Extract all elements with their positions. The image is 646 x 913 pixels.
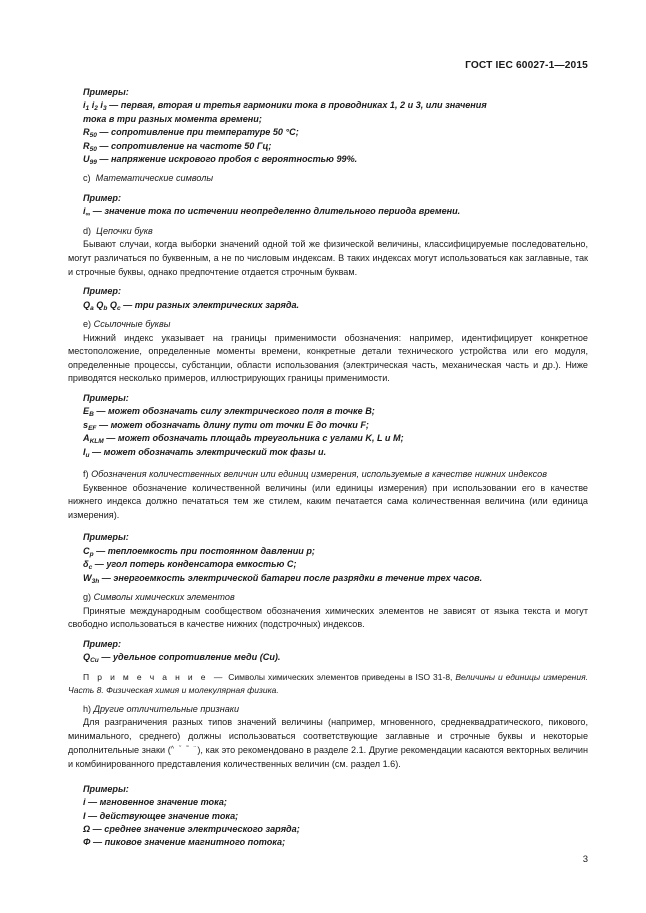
example-line: $Q_a$ $Q_b$ $Q_c$ — три разных электрических заряда. — [83, 299, 300, 312]
example-block-g — [68, 638, 588, 665]
example-block-e — [68, 392, 588, 459]
example-line: i — мгновенное значение тока; — [83, 797, 227, 808]
example-line: $Q_{Cu}$ — удельное сопротивление меди (Cu). — [83, 652, 281, 665]
subsection-marker: h) — [83, 703, 92, 714]
subsection-heading-f — [68, 468, 588, 482]
subsection-title: Обозначения количественных величин или единиц измерения, используемые в качестве нижних индексов — [91, 469, 547, 480]
example-line: $\delta_c$ — угол потерь конденсатора емкостью C; — [83, 559, 297, 572]
example-label: Примеры: — [83, 783, 129, 794]
subsection-marker: d) — [83, 225, 92, 236]
subsection-body-e: Нижний индекс указывает на границы применимости обозначения: например, идентифицирует конкретное местоположение, определенные моменты времени, конкретные детали технического устройства или его модуля, определенные процессы, субстанции, области использования (электрическая часть, механическая часть и др.). Ниже приводятся несколько примеров, иллюстрирующих границы применимости. — [68, 332, 588, 384]
body-text-part1: Для разграничения разных типов значений величины (например, мгновенного, среднеквадратического, пикового, минимального, среднего) должны использоваться соответствующие заглавные и строчные буквы и некоторые дополнительные знаки ( — [68, 717, 588, 756]
subsection-marker: e) — [83, 319, 92, 330]
page-body — [68, 86, 588, 850]
subsection-body-f: Буквенное обозначение количественной величины (или единицы измерения) при использовании его в качестве нижнего индекса должно печататься тем же стилем, каким печатается сама количественная величина (или единица измерения). — [68, 482, 588, 520]
subsection-title: Другие отличительные признаки — [93, 703, 240, 714]
example-line: $I_u$ — может обозначать электрический ток фазы u. — [83, 446, 327, 459]
example-line: $C_p$ — теплоемкость при постоянном давлении p; — [83, 545, 315, 558]
example-line: I — действующее значение тока; — [83, 810, 239, 821]
running-header: ГОСТ IEC 60027-1—2015 — [465, 60, 588, 71]
subsection-marker: c) — [83, 173, 91, 184]
example-block-d — [68, 285, 588, 312]
example-line: $U_{99}$ — напряжение искрового пробоя с вероятностью 99%. — [83, 154, 358, 166]
example-block-subscripts — [68, 86, 588, 166]
example-line: $i_1$ $i_2$ $i_3$ — первая, вторая и третья гармоники тока в проводниках 1, 2 и 3, или значения — [83, 100, 487, 113]
subsection-heading-g — [68, 591, 588, 605]
page-number: 3 — [582, 854, 588, 865]
example-line: тока в три разных момента времени; — [83, 113, 262, 124]
subsection-title: Математические символы — [95, 173, 214, 184]
example-line: $E_B$ — может обозначать силу электрического поля в точке B; — [83, 406, 375, 419]
example-label: Пример: — [83, 193, 122, 204]
note-text: Символы химических элементов приведены в ISO 31-8, — [228, 671, 453, 682]
example-block-h — [68, 783, 588, 850]
example-line: $W_{3h}$ — энергоемкость электрической батареи после разрядки в течение трех часов. — [83, 572, 483, 585]
subsection-marker: f) — [83, 469, 89, 480]
example-block-f — [68, 531, 588, 585]
example-line: Ω — среднее значение электрического заряда; — [83, 824, 300, 835]
subsection-heading-c — [68, 172, 588, 186]
subsection-body-h — [68, 716, 588, 772]
subsection-body-g: Принятые международным сообществом обозначения химических элементов не зависят от языка текста и могут свободно использоваться в качестве нижних (подстрочных) индексов. — [68, 605, 588, 630]
subsection-title: Символы химических элементов — [93, 592, 235, 603]
note-paragraph: П р и м е ч а н и е — Символы химических элементов приведены в ISO 31-8, Величины и единицы измерения. Часть 8. Физическая химия и молекулярная физика. — [68, 671, 588, 695]
subsection-marker: g) — [83, 592, 92, 603]
body-text-part2: ), как это рекомендовано в разделе 2.1. Другие рекомендации касаются векторных величин и комбинированного представления количественных величин (см. раздел 1.6). — [68, 745, 588, 770]
example-line: $s_{EF}$ — может обозначать длину пути от точки E до точки F; — [83, 419, 369, 432]
subsection-heading-h — [68, 703, 588, 717]
example-line: $R_{50}$ — сопротивление при температуре 50 °C; — [83, 127, 299, 140]
note-label: П р и м е ч а н и е — [83, 671, 209, 682]
example-line: Φ — пиковое значение магнитного потока; — [83, 837, 286, 848]
example-label: Пример: — [83, 638, 122, 649]
subsection-body-d: Бывают случаи, когда выборки значений одной той же физической величины, классифицируемые последовательно, могут различаться по буквенным, а не по числовым индексам. В таких индексах могут использоваться как заглавные, так и строчные буквы, однако предпочтение отдается строчным буквам. — [68, 239, 588, 277]
subsection-title: Цепочки букв — [96, 225, 153, 236]
example-label: Пример: — [83, 286, 122, 297]
example-block-c — [68, 192, 588, 219]
accent-marks: ^ ˇ ˜ ¨ — [170, 746, 198, 754]
subsection-heading-e — [68, 318, 588, 332]
example-line: $R_{50}$ — сопротивление на частоте 50 Гц; — [83, 140, 272, 153]
example-line: $i_\infty$ — значение тока по истечении неопределенно длительного периода времени. — [83, 206, 461, 219]
subsection-heading-d — [68, 225, 588, 239]
example-label: Примеры: — [83, 532, 129, 543]
example-line: $A_{KLM}$ — может обозначать площадь треугольника с углами K, L и M; — [83, 433, 404, 446]
example-label: Примеры: — [83, 87, 129, 97]
note-italic-title: Величины и единицы измерения. Часть 8. Физическая химия и молекулярная физика. — [68, 671, 588, 695]
subsection-title: Ссылочные буквы — [93, 319, 171, 330]
example-label: Примеры: — [83, 393, 129, 403]
